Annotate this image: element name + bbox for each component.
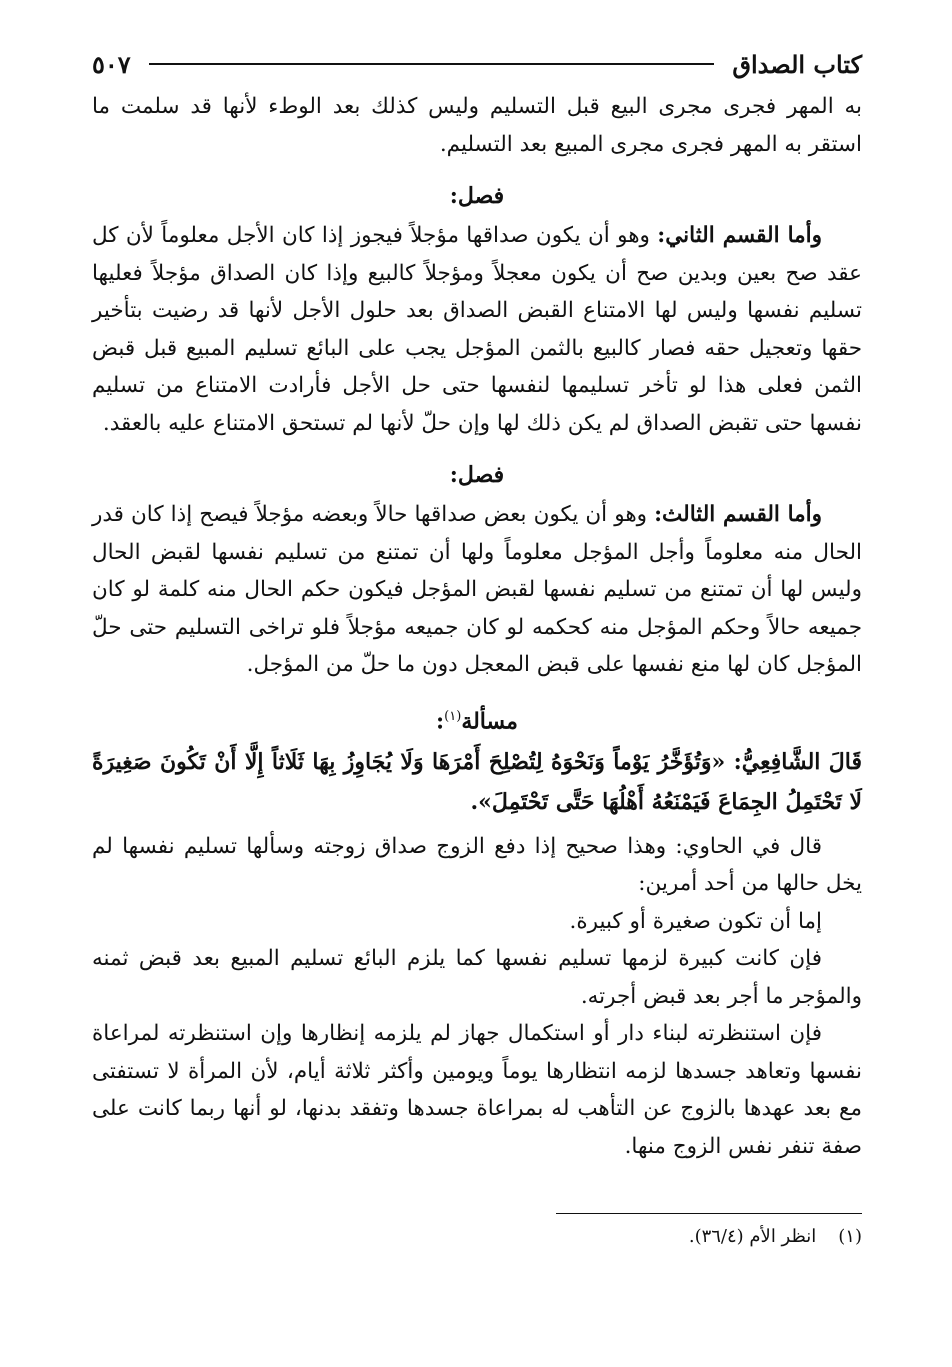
section-2-paragraph <box>92 496 862 684</box>
footnote-rule <box>556 1213 862 1214</box>
footnote-text: انظر الأم (٣٦/٤). <box>688 1226 817 1248</box>
hawi-paragraph-4: فإن استنظرته لبناء دار أو استكمال جهاز لم يلزمه إنظارها وإن استنظرته لمراعاة نفسها وتعاهد جسدها لزمه انتظارها يوماً ويومين وأكثر ثلاثة أيام، لأن المرأة لا تستفتى مع بعد عهدها بالزوج عن التأهب له بمراعاة جسدها وتفقد بدنها، لو أنها ربما كانت على صفة تنفر نفس الزوج منها. <box>92 1021 862 1159</box>
masala-heading-colon: : <box>436 707 445 734</box>
quote-lead: قَالَ الشَّافِعِيُّ: <box>733 748 862 775</box>
footnote <box>92 1224 862 1250</box>
intro-paragraph: به المهر فجرى مجرى البيع قبل التسليم وليس كذلك بعد الوطء لأنها قد سلمت ما استقر به المهر فجرى مجرى المبيع بعد التسليم. <box>92 94 862 157</box>
section-heading-1: فصل: <box>449 183 505 209</box>
footnote-marker: (١) <box>838 1226 862 1248</box>
section-1-lead: وأما القسم الثاني: <box>657 223 823 248</box>
footnote-reference: (١) <box>444 708 462 724</box>
hawi-paragraph-2: إما أن تكون صغيرة أو كبيرة. <box>569 908 822 934</box>
section-1-paragraph <box>92 217 862 442</box>
section-2-body: وهو أن يكون بعض صداقها حالاً وبعضه مؤجلاً فيصح إذا كان قدر الحال منه معلوماً وأجل المؤجل معلوماً ولها أن تمتنع من تسليم نفسها لقبض الحال وليس لها أن تمتنع من تسليم نفسها لقبض المؤجل فيكون حكم الحال منه كلمة لو كان جميعه حالاً وحكم المؤجل منه كحكمه لو كان جميعه مؤجلاً فلو تراخى التسليم حتى حلّ المؤجل كان لها منع نفسها على قبض المعجل دون ما حلّ من المؤجل. <box>92 502 862 677</box>
section-2-lead: وأما القسم الثالث: <box>654 502 822 527</box>
hawi-paragraph-1: قال في الحاوي: وهذا صحيح إذا دفع الزوج صداق زوجته وسألها تسليم نفسها لم يخل حالها من أحد أمرين: <box>92 833 862 897</box>
section-heading-3 <box>92 698 862 740</box>
page-header <box>92 40 862 88</box>
running-title: كتاب الصداق <box>732 49 862 79</box>
hawi-paragraph-3: فإن كانت كبيرة لزمها تسليم نفسها كما يلزم البائع تسليم المبيع بعد قبض ثمنه والمؤجر ما أجر بعد قبض أجرته. <box>92 946 862 1009</box>
masala-heading-text: مسألة <box>461 707 518 734</box>
header-rule <box>149 63 715 65</box>
page-number: ٥٠٧ <box>92 49 131 79</box>
section-1-body: وهو أن يكون صداقها مؤجلاً فيجوز إذا كان الأجل معلوماً لأن كل عقد صح بعين وبدين صح أن يكون معجلاً ومؤجلاً كالبيع وإذا كان الصداق مؤجلاً فعليها تسليم نفسها وليس لها الامتناع القبض الصداق بعد حلول الأجل لأنها قد رضيت بتأخير حقها وتعجيل حقه فصار كالبيع بالثمن المؤجل يجب على البائع تسليم المبيع قبل قبض الثمن فعلى هذا لو تأخر تسليمها لنفسها حتى حل الأجل فأرادت الامتناع من تسليم نفسها حتى تقبض الصداق لم يكن ذلك لها وإن حلّ لأنها لم تستحق الامتناع عليه بالعقد. <box>92 223 862 436</box>
shafii-quote <box>92 742 862 822</box>
quote-body: «وَتُؤَخَّرُ يَوْماً وَنَحْوَهُ لِتُصْلِحَ أَمْرَهَا وَلَا يُجَاوِزُ بِهَا ثَلَاثاً إِلَّا أَنْ تَكُونَ صَغِيرَةً لَا تَحْتَمِلُ الجِمَاعَ فَيَمْنَعُهُ أَهْلُهَا حَتَّى تَحْتَمِلَ». <box>92 748 862 815</box>
section-heading-2: فصل: <box>449 462 505 488</box>
